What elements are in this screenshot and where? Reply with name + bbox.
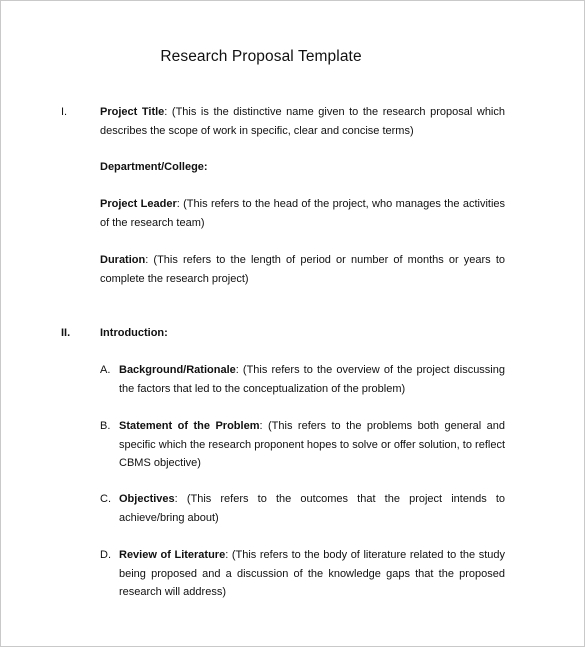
project-leader-paragraph (100, 195, 505, 232)
problem-statement-paragraph (119, 417, 505, 473)
literature-review-text: : (This refers to the body of literature related to the study being proposed and a discussion of the knowledge gaps that the proposed research will address) (119, 549, 506, 598)
item-letter-d: D. (100, 549, 111, 561)
problem-statement-label: Statement of the Problem (119, 420, 260, 432)
project-title-text: : (This is the distinctive name given to the research proposal which describes the scope of work in specific, clear and concise terms) (100, 106, 505, 137)
duration-label: Duration (100, 254, 146, 266)
background-label: Background/Rationale (119, 364, 236, 376)
department-label: Department/College: (100, 161, 208, 173)
item-letter-a: A. (100, 364, 111, 376)
document-title: Research Proposal Template (160, 48, 362, 65)
problem-statement-text: : (This refers to the problems both general and specific which the research proponent hopes to solve or offer solution, to reflect CBMS objective) (119, 420, 505, 469)
project-leader-text: : (This refers to the head of the project, who manages the activities of the research team) (100, 198, 506, 229)
objectives-paragraph (119, 490, 505, 527)
background-paragraph (119, 361, 505, 398)
literature-review-paragraph (119, 546, 505, 602)
introduction-heading-label: Introduction: (100, 327, 168, 339)
duration-paragraph (100, 251, 505, 288)
item-letter-b: B. (100, 420, 111, 432)
objectives-label: Objectives (119, 493, 175, 505)
department-paragraph (100, 158, 505, 177)
project-title-paragraph (100, 103, 505, 140)
item-letter-c: C. (100, 493, 111, 505)
literature-review-label: Review of Literature (119, 549, 226, 561)
section-number-2: II. (61, 327, 71, 339)
duration-text: : (This refers to the length of period or number of months or years to complete the research project) (100, 254, 505, 285)
section-number-1: I. (61, 106, 68, 118)
background-text: : (This refers to the overview of the project discussing the factors that led to the conceptualization of the problem) (119, 364, 505, 395)
project-leader-label: Project Leader (100, 198, 177, 210)
project-title-label: Project Title (100, 106, 165, 118)
introduction-heading (100, 324, 505, 343)
objectives-text: : (This refers to the outcomes that the project intends to achieve/bring about) (119, 493, 505, 524)
